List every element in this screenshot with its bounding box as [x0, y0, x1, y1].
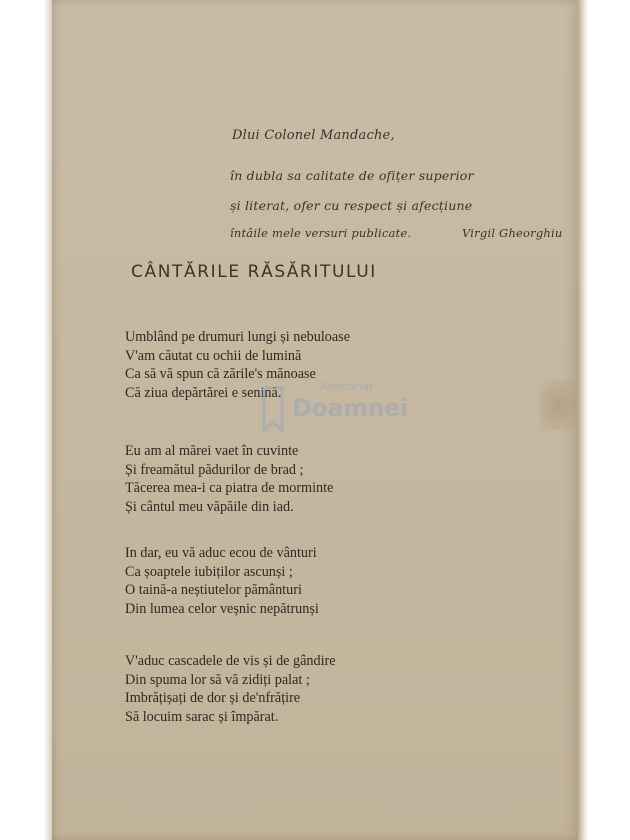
verse-line: Eu am al mărei vaet în cuvinte: [125, 443, 299, 459]
verse-line: Umblând pe drumuri lungi și nebuloase: [125, 329, 350, 345]
verse-line: O taină-a neștiutelor pământuri: [125, 582, 302, 599]
dedication-signature: Virgil Gheorghiu: [462, 226, 563, 240]
verse-line: Că ziua depărtărei e senină.: [125, 384, 282, 401]
watermark-small-text: Anticariat: [320, 380, 374, 393]
stanza-3: [125, 544, 319, 618]
verse-line: Și cântul meu văpăile din iad.: [125, 498, 294, 515]
dedication-line-3: și literat, ofer cu respect și afecțiune: [230, 198, 473, 213]
watermark-main-text: Doamnei: [292, 394, 408, 422]
verse-line: Ca să vă spun că zările's mănoase: [125, 366, 316, 383]
stanza-1: [125, 328, 350, 402]
poem-title: CÂNTĂRILE RĂSĂRITULUI: [131, 262, 377, 282]
stanza-4: [125, 652, 336, 726]
verse-line: Din lumea celor veșnic nepătrunși: [125, 600, 319, 617]
verse-line: V'am căutat cu ochii de lumină: [125, 347, 302, 364]
dedication-line-4: întâile mele versuri publicate.: [230, 226, 412, 240]
verse-line: In dar, eu vă aduc ecou de vânturi: [125, 545, 317, 561]
verse-line: V'aduc cascadele de vis și de gândire: [125, 653, 336, 669]
verse-line: Să locuim sarac și împărat.: [125, 708, 279, 725]
verse-line: Și freamătul pădurilor de brad ;: [125, 461, 304, 478]
dedication-line-1: Dlui Colonel Mandache,: [232, 128, 395, 143]
bookmark-icon: [262, 386, 288, 434]
paper-stain: [540, 380, 576, 430]
verse-line: Din spuma lor să vă zidiți palat ;: [125, 671, 310, 688]
verse-line: Imbrățișați de dor și de'nfrățire: [125, 690, 301, 707]
page-right-edge: [578, 0, 588, 840]
stanza-2: [125, 442, 333, 516]
verse-line: Ca șoaptele iubiților ascunși ;: [125, 563, 293, 580]
page-left-edge: [44, 0, 52, 840]
verse-line: Tăcerea mea-i ca piatra de morminte: [125, 480, 334, 497]
dedication-line-2: în dubla sa calitate de ofițer superior: [230, 168, 474, 183]
